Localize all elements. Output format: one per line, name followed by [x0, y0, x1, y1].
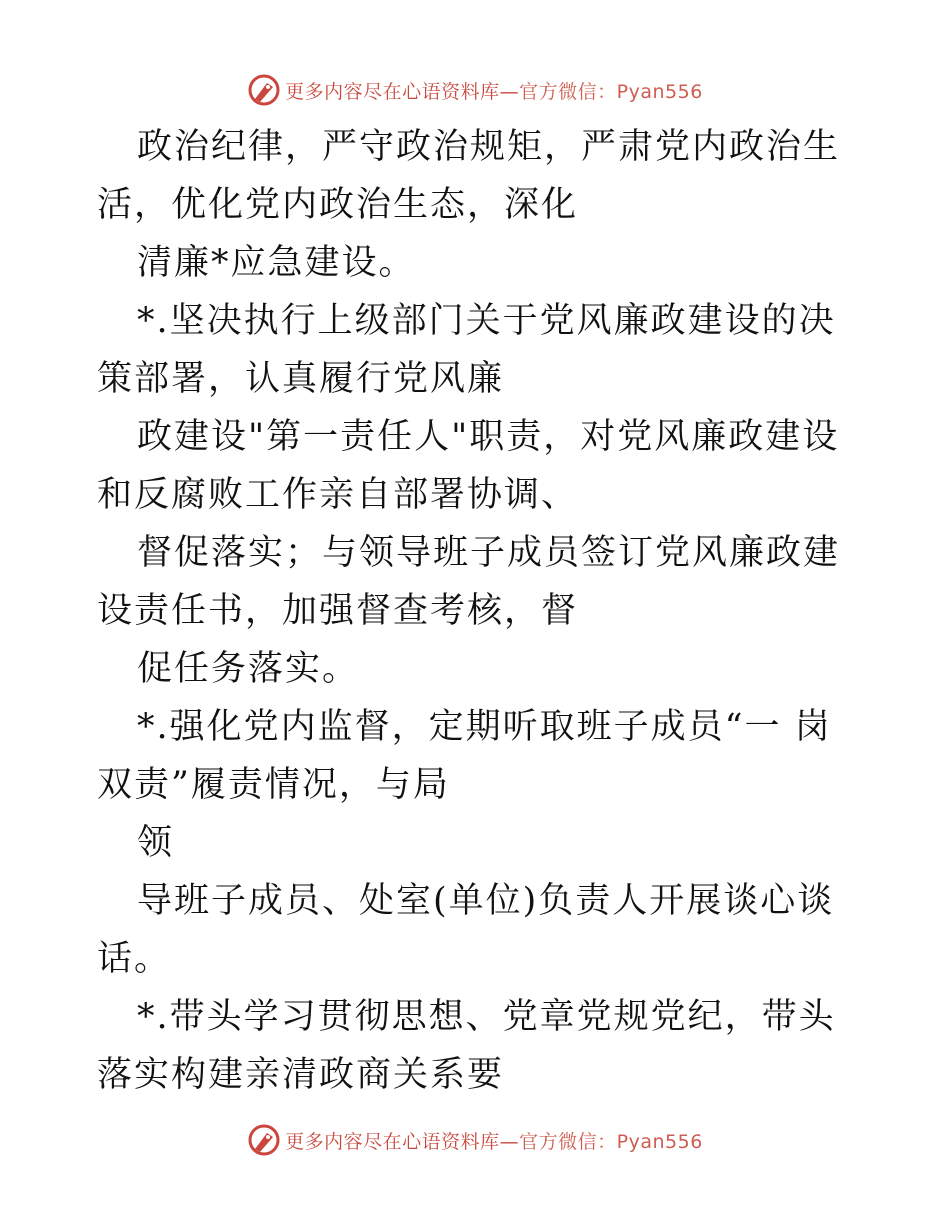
- paragraph-1: 政治纪律，严守政治规矩，严肃党内政治生活，优化党内政治生态，深化: [97, 127, 841, 225]
- header-banner-main: 更多内容尽在心语资料库—: [285, 80, 520, 103]
- paragraph-7: *.强化党内监督，定期听取班子成员“一 岗双责”履责情况，与局: [97, 707, 832, 805]
- footer-banner-contact: 官方微信：Pyan556: [519, 1130, 703, 1153]
- paragraph-8: 领: [137, 823, 175, 863]
- document-body: [97, 118, 857, 1104]
- paragraph-6: 促任务落实。: [137, 649, 360, 689]
- header-banner-contact: 官方微信：Pyan556: [519, 80, 703, 103]
- pen-nib-circle-icon: [247, 73, 281, 107]
- paragraph-3: *.坚决执行上级部门关于党风廉政建设的决策部署，认真履行党风廉: [97, 301, 836, 399]
- footer-banner-text: [285, 1127, 703, 1154]
- paragraph-4: 政建设"第一责任人"职责，对党风廉政建设和反腐败工作亲自部署协调、: [97, 417, 840, 515]
- paragraph-9: 导班子成员、处室(单位)负责人开展谈心谈话。: [97, 881, 835, 979]
- pen-nib-circle-icon: [247, 1123, 281, 1157]
- header-banner-text: [285, 77, 703, 104]
- footer-banner: [0, 1120, 950, 1160]
- header-banner: [0, 70, 950, 110]
- footer-banner-main: 更多内容尽在心语资料库—: [285, 1130, 520, 1153]
- paragraph-10: *.带头学习贯彻思想、党章党规党纪，带头落实构建亲清政商关系要: [97, 997, 836, 1095]
- paragraph-5: 督促落实；与领导班子成员签订党风廉政建设责任书，加强督查考核，督: [97, 533, 841, 631]
- paragraph-2: 清廉*应急建设。: [137, 243, 416, 283]
